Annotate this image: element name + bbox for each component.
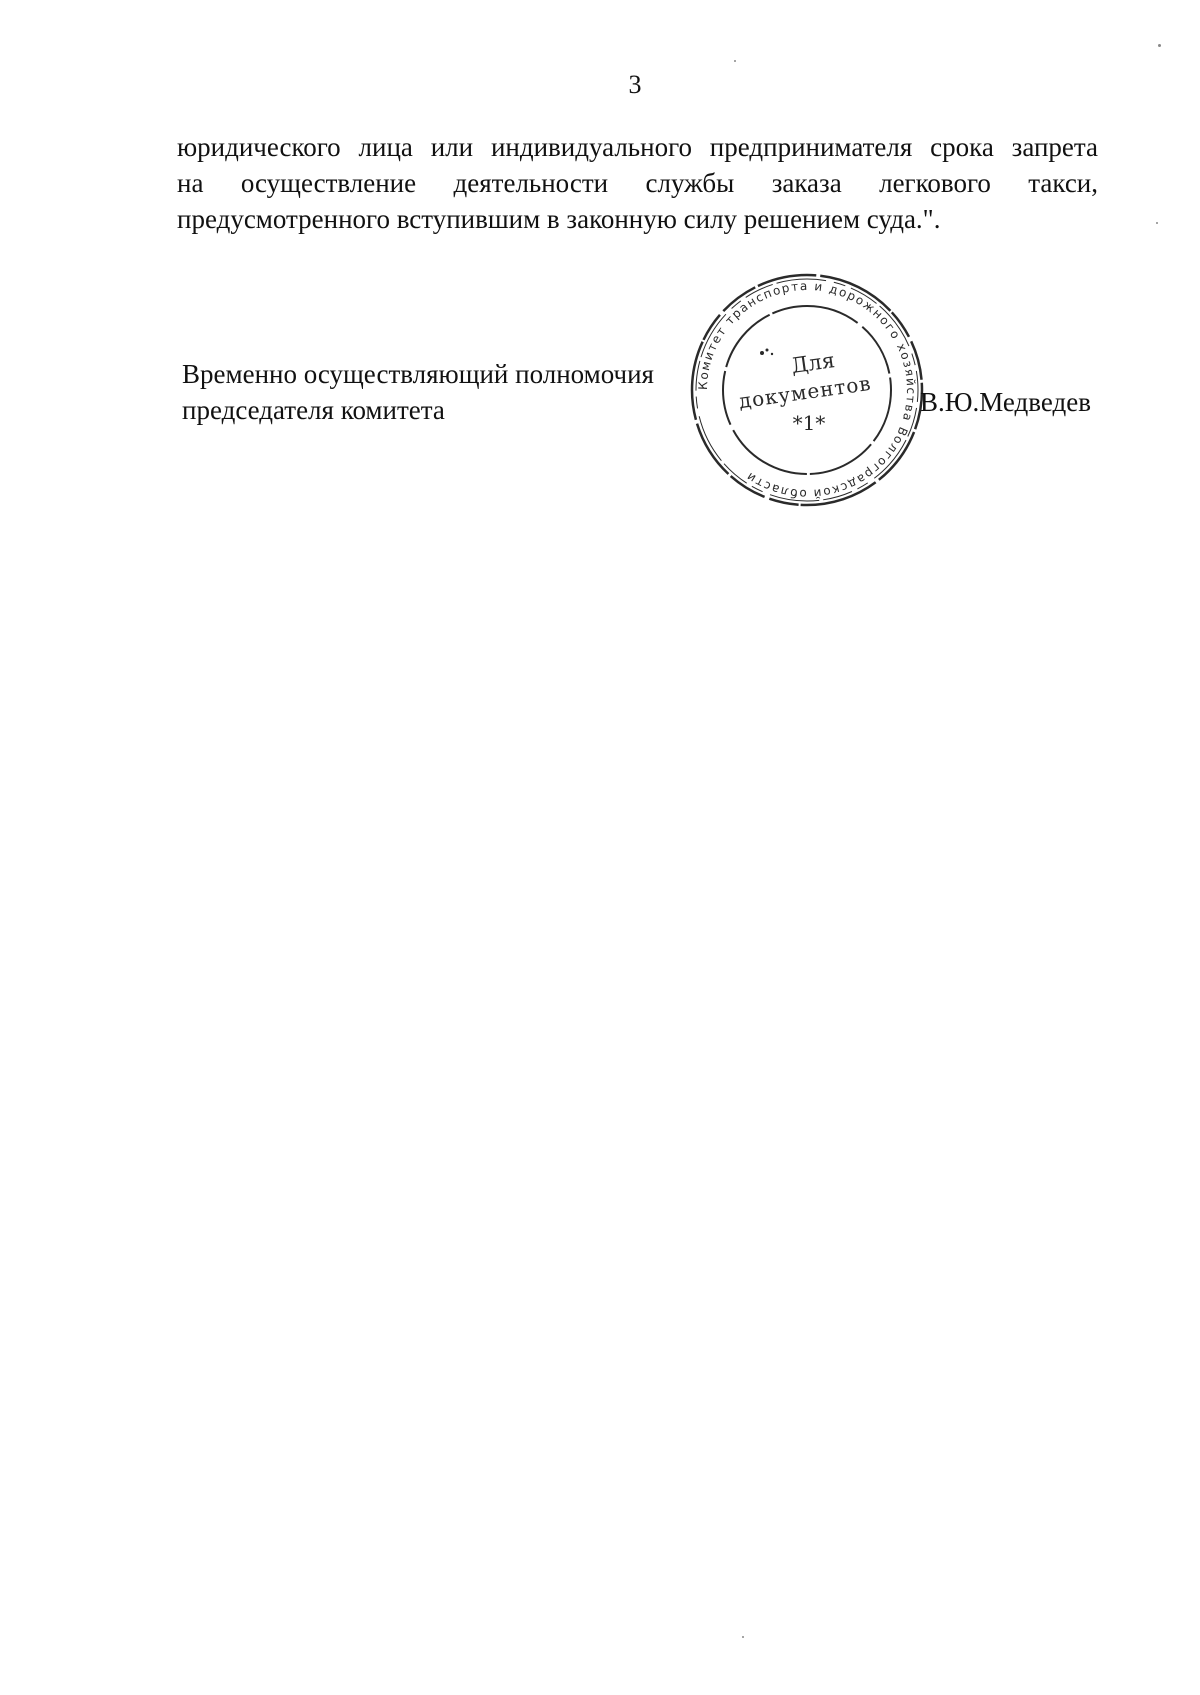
body-line: на осуществление деятельности службы заказа легкового такси, [177,168,1098,198]
scan-speck [742,1636,744,1638]
signatory-position-line: председателя комитета [182,395,445,425]
body-line: юридического лица или индивидуального предпринимателя срока запрета [177,132,1098,162]
stamp-outer-text: Комитет транспорта и дорожного хозяйства Волгоградской области [695,278,919,502]
body-line: предусмотренного вступившим в законную силу решением суда.". [177,204,941,234]
scan-speck [1156,222,1158,224]
official-seal-stamp [688,271,926,509]
body-paragraph [177,129,1098,237]
stamp-center-line: Для [789,348,837,378]
stamp-center-line: документов [737,370,873,414]
signatory-position [182,356,654,428]
signatory-name: В.Ю.Медведев [920,387,1091,417]
signatory-position-line: Временно осуществляющий полномочия [182,359,654,389]
scan-speck [1158,44,1161,47]
stamp-center-line: *1* [792,411,826,435]
scan-speck [734,60,736,62]
page-number: 3 [628,70,642,99]
